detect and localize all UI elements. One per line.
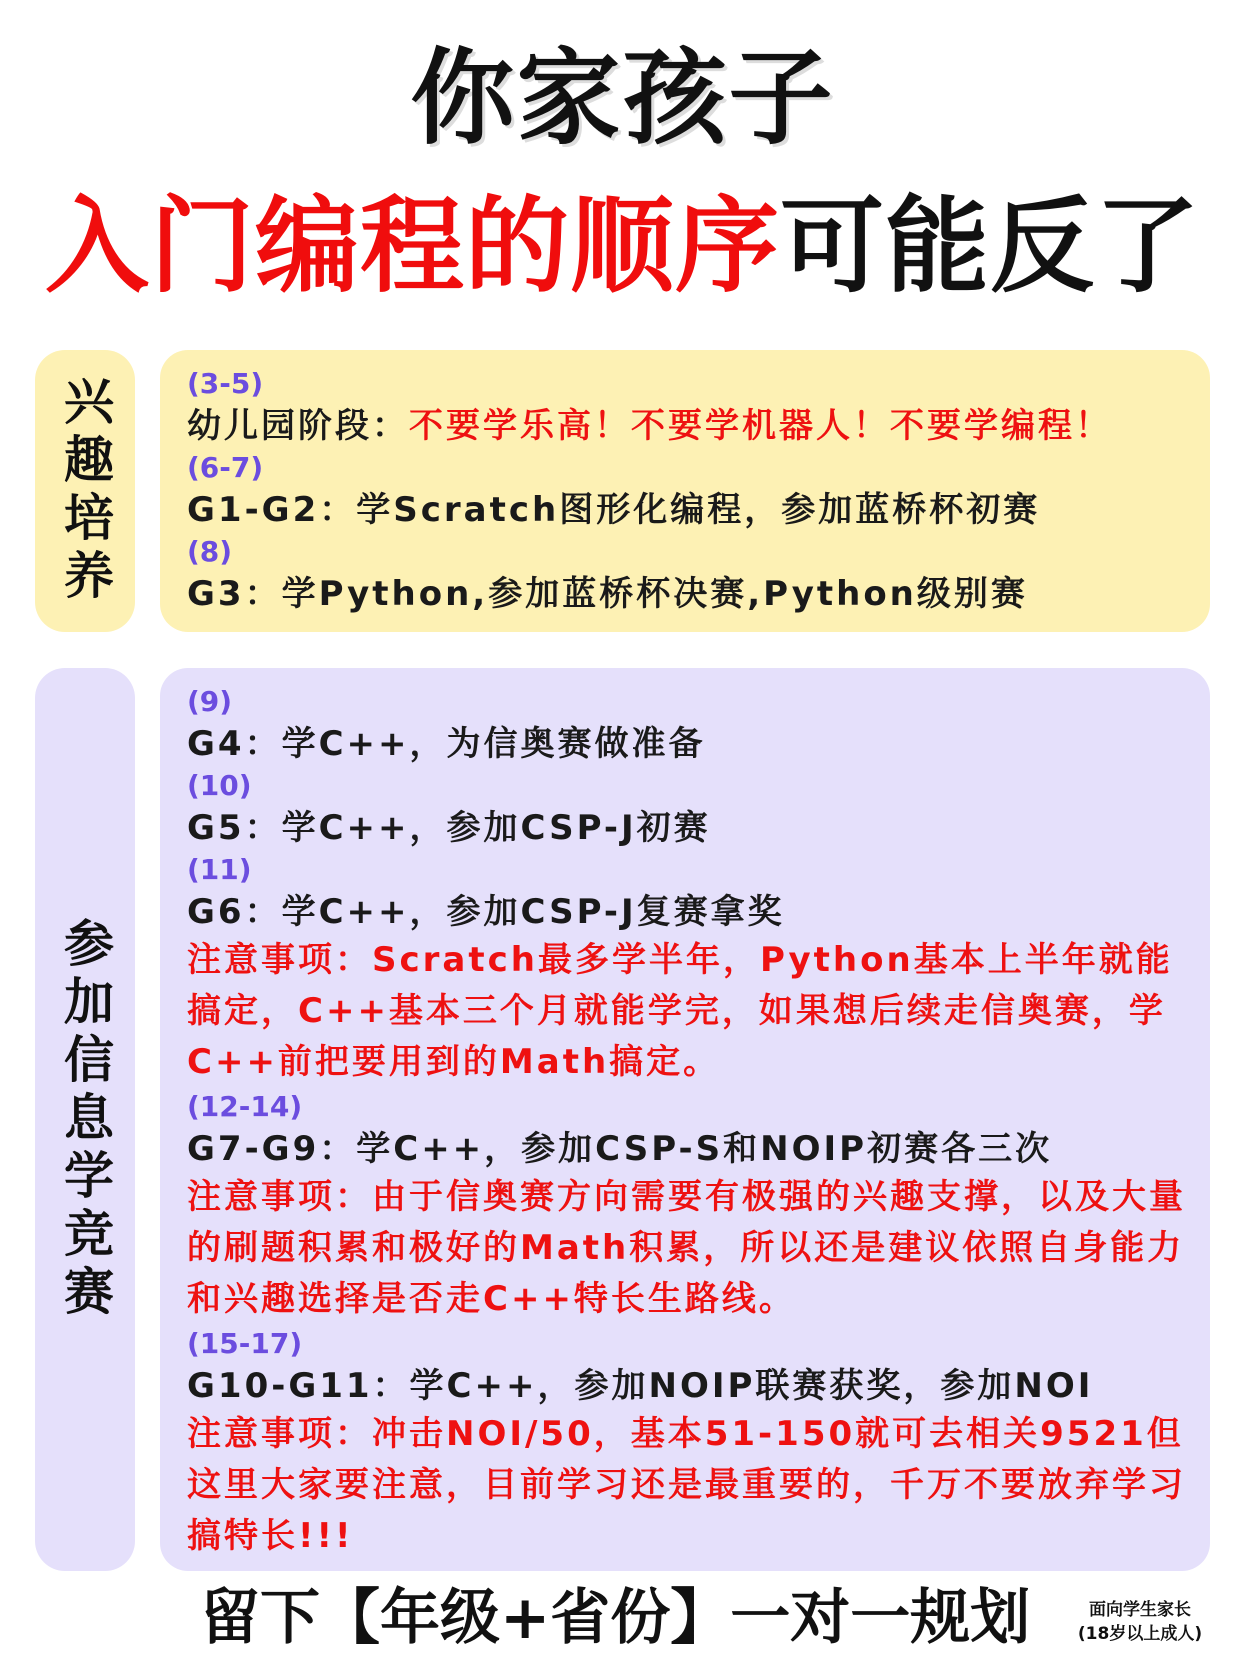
side-label-olympiad-text: 参加信息学竞赛 [56,916,114,1323]
caution-note: 注意事项：由于信奥赛方向需要有极强的兴趣支撑，以及大量的刷题积累和极好的Math积累，所以还是建议依照自身能力和兴趣选择是否走C++特长生路线。 [187,1177,1186,1319]
age-label: (10) [187,769,252,802]
stage-warning: 不要学乐高！不要学机器人！不要学编程！ [409,406,1112,446]
age-label: (9) [187,685,233,718]
caution-note: 注意事项：Scratch最多学半年，Python基本上半年就能搞定，C++基本三个月就能学完，如果想后续走信奥赛，学C++前把要用到的Math搞定。 [187,940,1173,1082]
footer-audience-line2: (18岁以上成人) [1077,1624,1203,1644]
age-label: (12-14) [187,1090,303,1123]
interest-panel [160,350,1210,632]
stage-prefix: 幼儿园阶段： [187,406,409,446]
grade-line: G6：学C++，参加CSP-J复赛拿奖 [187,892,785,932]
stage-text: 学Python,参加蓝桥杯决赛,Python级别赛 [281,574,1028,614]
stage-line [187,403,1210,449]
stage-prefix: G1-G2： [187,490,357,530]
age-label: (3-5) [187,367,264,400]
headline-line2 [0,186,1245,306]
age-label: (15-17) [187,1327,303,1360]
headline-red-part: 入门编程的顺序 [44,185,780,307]
side-label-olympiad [35,668,135,1571]
headline-black-part: 可能反了 [780,185,1201,307]
headline-line1: 你家孩子 [410,37,835,159]
age-label: (11) [187,853,252,886]
footer-cta: 留下【年级+省份】一对一规划 [200,1583,1031,1653]
grade-line: G5：学C++，参加CSP-J初赛 [187,808,711,848]
stage-prefix: G3： [187,574,282,614]
olympiad-panel [160,668,1210,1571]
grade-line: G7-G9：学C++，参加CSP-S和NOIP初赛各三次 [187,1129,1053,1169]
stage-line [187,571,1210,617]
side-label-interest [35,350,135,632]
caution-note: 注意事项：冲击NOI/50，基本51-150就可去相关9521但这里大家要注意，目前学习还是最重要的，千万不要放弃学习搞特长!!! [187,1414,1186,1556]
grade-line: G10-G11：学C++，参加NOIP联赛获奖，参加NOI [187,1366,1094,1406]
age-label: (8) [187,535,233,568]
footer-audience-line1: 面向学生家长 [1089,1600,1191,1620]
stage-text: 学Scratch图形化编程，参加蓝桥杯初赛 [356,490,1041,530]
age-label: (6-7) [187,451,264,484]
stage-line [187,487,1210,533]
footer-audience-note [1065,1598,1215,1646]
grade-line: G4：学C++，为信奥赛做准备 [187,724,706,764]
side-label-interest-text: 兴趣培养 [56,375,114,607]
